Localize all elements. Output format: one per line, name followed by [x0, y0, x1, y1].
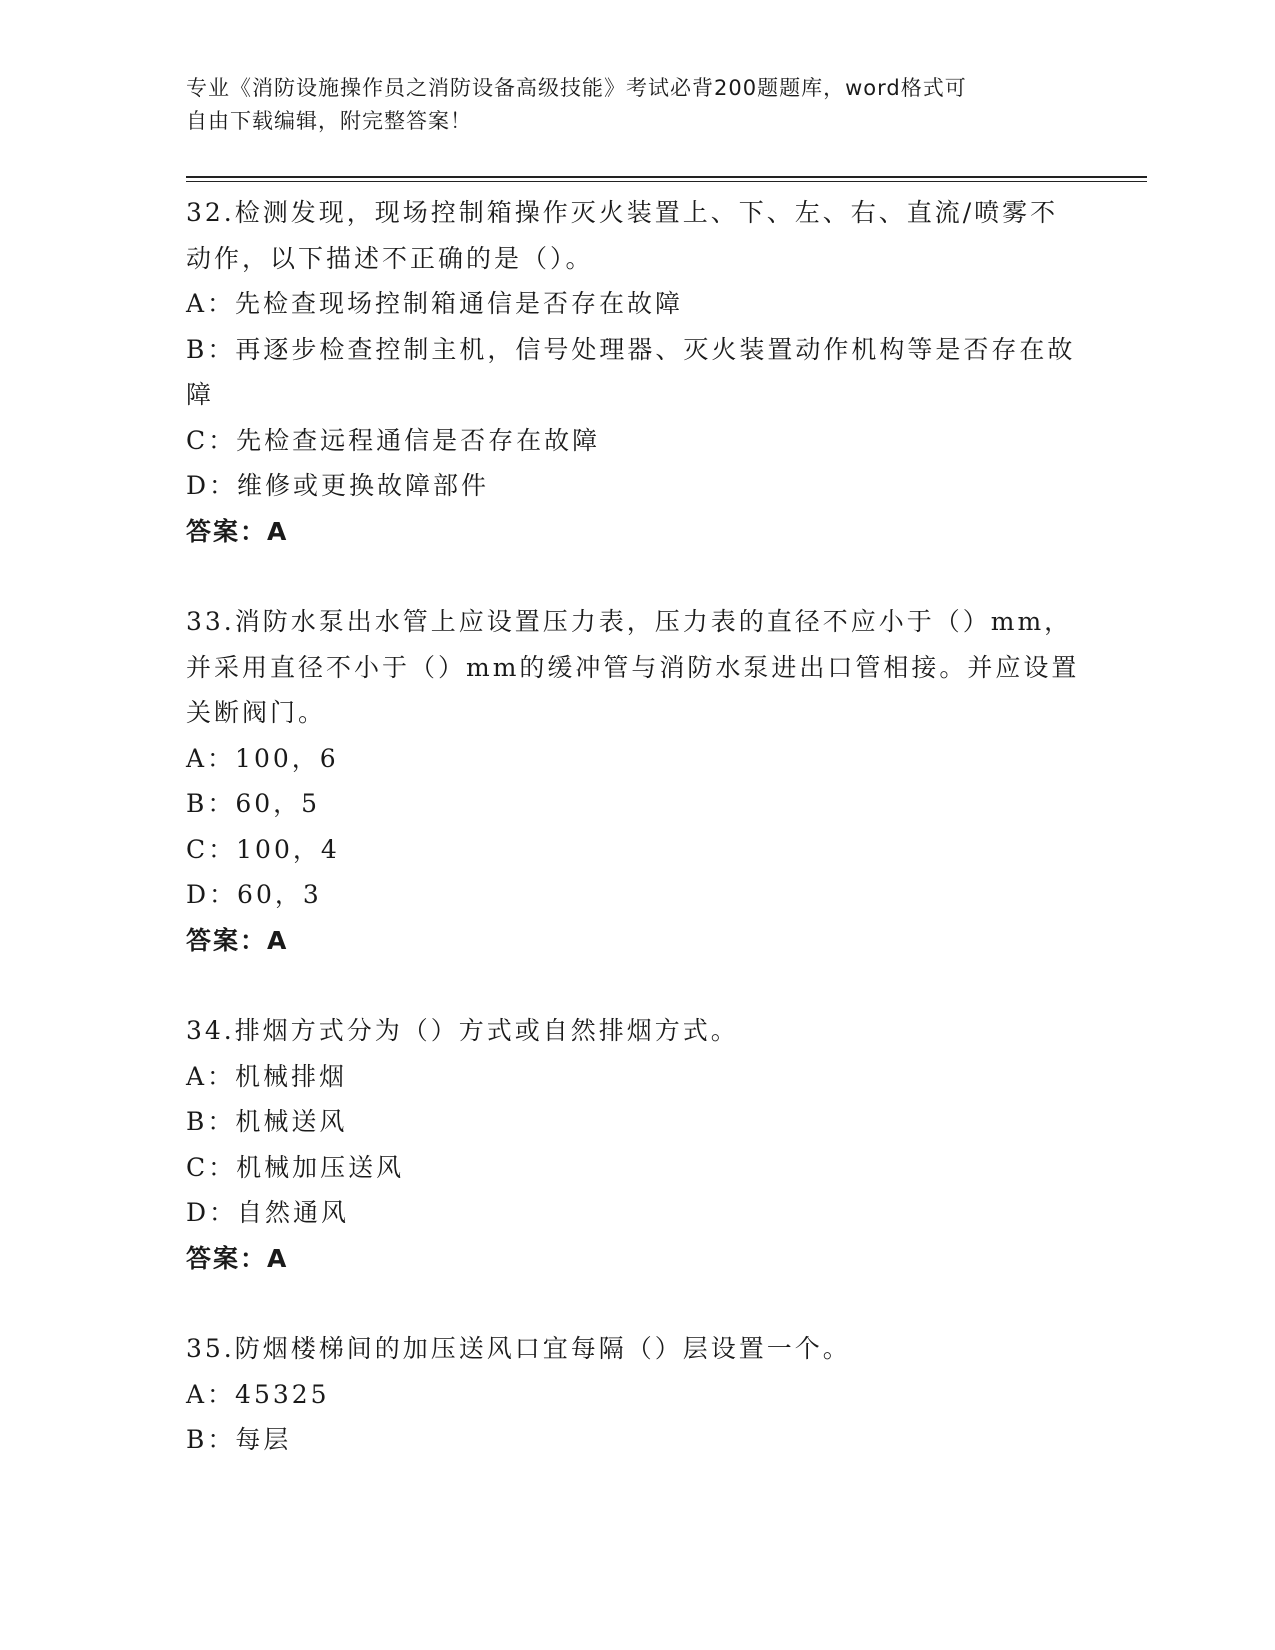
answer-line: 答案：A [186, 925, 289, 955]
question-34 [186, 1008, 1086, 1281]
document-header [186, 72, 1066, 138]
option-d: D：维修或更换故障部件 [186, 471, 490, 500]
question-text: 32.检测发现，现场控制箱操作灭火装置上、下、左、右、直流/喷雾不动作，以下描述不正确的是（）。 [186, 198, 1059, 273]
answer-line: 答案：A [186, 516, 289, 546]
option-d: D：60，3 [186, 880, 322, 909]
answer-line: 答案：A [186, 1243, 289, 1273]
question-35 [186, 1326, 1086, 1463]
header-divider-thin [186, 181, 1147, 182]
question-text: 34.排烟方式分为（）方式或自然排烟方式。 [186, 1016, 739, 1045]
option-b: B：机械送风 [186, 1107, 348, 1136]
option-a: A：先检查现场控制箱通信是否存在故障 [186, 289, 684, 318]
option-d: D：自然通风 [186, 1198, 350, 1227]
question-text: 33.消防水泵出水管上应设置压力表，压力表的直径不应小于（）mm，并采用直径不小于（）mm的缓冲管与消防水泵进出口管相接。并应设置关断阀门。 [186, 607, 1080, 727]
question-33 [186, 599, 1086, 963]
question-list [186, 190, 1086, 1463]
option-a: A：45325 [186, 1379, 330, 1409]
header-divider-thick [186, 176, 1147, 178]
option-b: B：再逐步检查控制主机，信号处理器、灭火装置动作机构等是否存在故障 [186, 334, 1076, 409]
option-a: A：机械排烟 [186, 1061, 348, 1091]
question-text: 35.防烟楼梯间的加压送风口宜每隔（）层设置一个。 [186, 1334, 851, 1363]
option-c: C：机械加压送风 [186, 1152, 405, 1182]
option-b: B：60，5 [186, 789, 321, 818]
header-line-2: 自由下载编辑，附完整答案！ [186, 109, 472, 133]
option-c: C：100，4 [186, 834, 340, 864]
option-b: B：每层 [186, 1425, 292, 1454]
option-c: C：先检查远程通信是否存在故障 [186, 425, 601, 455]
question-32 [186, 190, 1086, 554]
option-a: A：100，6 [186, 743, 339, 773]
header-line-1: 专业《消防设施操作员之消防设备高级技能》考试必背200题题库，word格式可 [186, 76, 967, 100]
